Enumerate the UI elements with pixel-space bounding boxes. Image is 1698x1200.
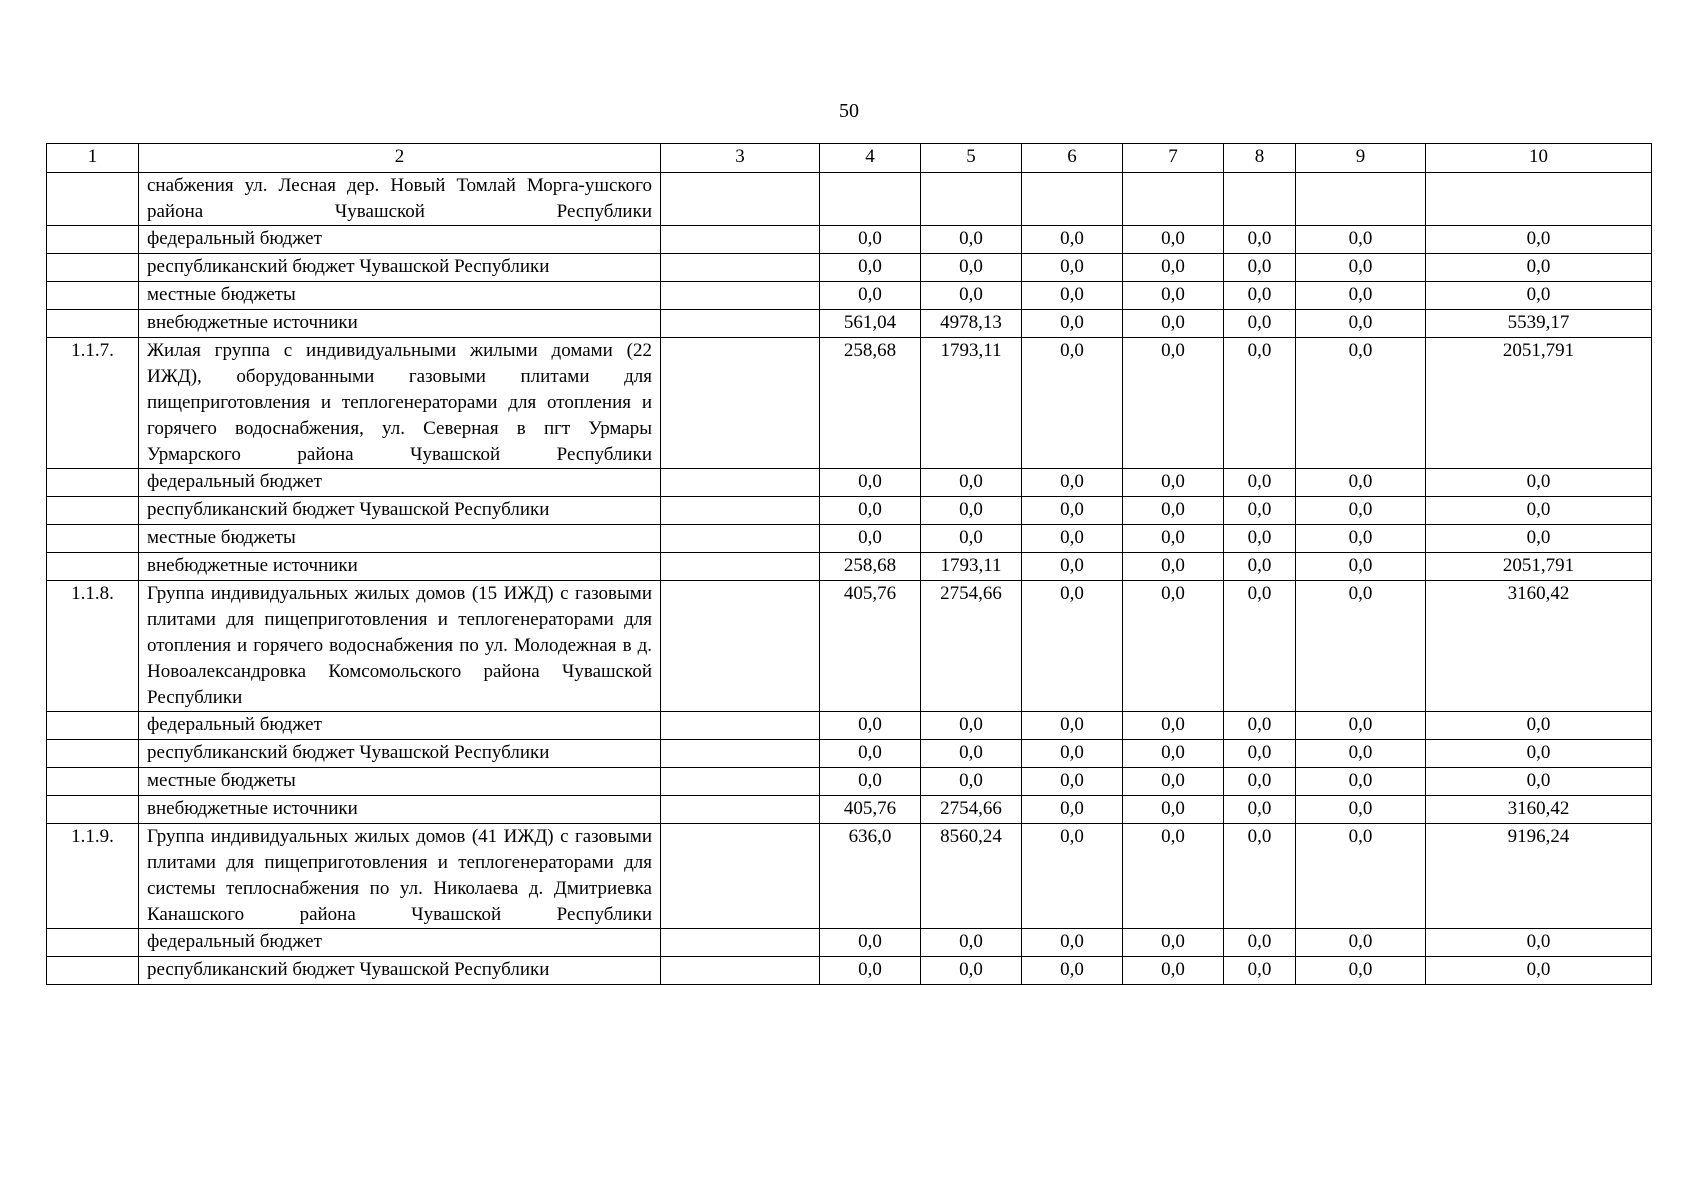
value-cell-col-7: 0,0 [1123, 740, 1224, 768]
value-cell-col-8: 0,0 [1224, 469, 1296, 497]
table-row [47, 712, 1652, 740]
value-cell-col-6: 0,0 [1022, 310, 1123, 338]
row-code-cell: 1.1.8. [47, 581, 139, 712]
value-cell-col-7: 0,0 [1123, 824, 1224, 929]
value-cell-col-9: 0,0 [1296, 929, 1426, 957]
row-description-cell: республиканский бюджет Чувашской Республики [139, 740, 661, 768]
value-cell-col-6: 0,0 [1022, 553, 1123, 581]
value-cell-col-8: 0,0 [1224, 929, 1296, 957]
value-cell-col-7: 0,0 [1123, 226, 1224, 254]
table-row [47, 469, 1652, 497]
budget-table [46, 143, 1652, 985]
value-cell-col-9: 0,0 [1296, 310, 1426, 338]
value-cell-col-3 [661, 957, 820, 985]
row-description-cell: местные бюджеты [139, 525, 661, 553]
value-cell-col-3 [661, 497, 820, 525]
value-cell-col-10: 0,0 [1426, 768, 1652, 796]
value-cell-col-4 [820, 173, 921, 226]
row-description-cell: местные бюджеты [139, 282, 661, 310]
value-cell-col-3 [661, 525, 820, 553]
value-cell-col-8: 0,0 [1224, 740, 1296, 768]
value-cell-col-5: 0,0 [921, 768, 1022, 796]
row-code-cell [47, 929, 139, 957]
value-cell-col-4: 405,76 [820, 796, 921, 824]
value-cell-col-6: 0,0 [1022, 796, 1123, 824]
value-cell-col-10: 0,0 [1426, 712, 1652, 740]
value-cell-col-6: 0,0 [1022, 740, 1123, 768]
value-cell-col-7: 0,0 [1123, 581, 1224, 712]
value-cell-col-9: 0,0 [1296, 796, 1426, 824]
table-row [47, 957, 1652, 985]
value-cell-col-8: 0,0 [1224, 310, 1296, 338]
value-cell-col-3 [661, 173, 820, 226]
column-header: 1 [47, 144, 139, 173]
value-cell-col-9: 0,0 [1296, 469, 1426, 497]
table-row [47, 338, 1652, 469]
row-description-cell: Жилая группа с индивидуальными жилыми домами (22 ИЖД), оборудованными газовыми плитами для пищеприготовления и теплогенераторами для отопления и горячего водоснабжения, ул. Северная в пгт Урмары Урмарского района Чувашской Республики [139, 338, 661, 469]
value-cell-col-8: 0,0 [1224, 525, 1296, 553]
value-cell-col-4: 0,0 [820, 712, 921, 740]
value-cell-col-4: 0,0 [820, 957, 921, 985]
value-cell-col-9: 0,0 [1296, 553, 1426, 581]
row-description-cell: внебюджетные источники [139, 310, 661, 338]
value-cell-col-7: 0,0 [1123, 553, 1224, 581]
value-cell-col-7: 0,0 [1123, 768, 1224, 796]
value-cell-col-6: 0,0 [1022, 497, 1123, 525]
value-cell-col-9: 0,0 [1296, 226, 1426, 254]
value-cell-col-8: 0,0 [1224, 957, 1296, 985]
row-description-cell: внебюджетные источники [139, 553, 661, 581]
column-header: 2 [139, 144, 661, 173]
value-cell-col-7: 0,0 [1123, 469, 1224, 497]
row-description-cell: федеральный бюджет [139, 226, 661, 254]
value-cell-col-5: 0,0 [921, 525, 1022, 553]
value-cell-col-6: 0,0 [1022, 768, 1123, 796]
value-cell-col-3 [661, 338, 820, 469]
value-cell-col-7: 0,0 [1123, 254, 1224, 282]
column-header: 9 [1296, 144, 1426, 173]
value-cell-col-4: 0,0 [820, 768, 921, 796]
row-description-cell: федеральный бюджет [139, 712, 661, 740]
row-description-cell: Группа индивидуальных жилых домов (41 ИЖД) с газовыми плитами для пищеприготовления и теплогенераторами для системы теплоснабжения по ул. Николаева д. Дмитриевка Канашского района Чувашской Республики [139, 824, 661, 929]
row-description-cell: снабжения ул. Лесная дер. Новый Томлай Морга-ушского района Чувашской Республики [139, 173, 661, 226]
value-cell-col-4: 0,0 [820, 497, 921, 525]
table-row [47, 553, 1652, 581]
value-cell-col-8: 0,0 [1224, 553, 1296, 581]
table-row [47, 796, 1652, 824]
table-row [47, 497, 1652, 525]
value-cell-col-3 [661, 553, 820, 581]
value-cell-col-10 [1426, 173, 1652, 226]
value-cell-col-8: 0,0 [1224, 282, 1296, 310]
value-cell-col-4: 405,76 [820, 581, 921, 712]
value-cell-col-10: 0,0 [1426, 254, 1652, 282]
value-cell-col-3 [661, 282, 820, 310]
value-cell-col-8 [1224, 173, 1296, 226]
table-row [47, 581, 1652, 712]
value-cell-col-10: 3160,42 [1426, 796, 1652, 824]
value-cell-col-9 [1296, 173, 1426, 226]
value-cell-col-9: 0,0 [1296, 497, 1426, 525]
value-cell-col-10: 9196,24 [1426, 824, 1652, 929]
value-cell-col-4: 561,04 [820, 310, 921, 338]
table-row [47, 740, 1652, 768]
row-code-cell [47, 226, 139, 254]
row-code-cell [47, 525, 139, 553]
value-cell-col-3 [661, 796, 820, 824]
value-cell-col-4: 258,68 [820, 338, 921, 469]
value-cell-col-5: 0,0 [921, 282, 1022, 310]
row-description-cell: республиканский бюджет Чувашской Республики [139, 957, 661, 985]
table-row [47, 310, 1652, 338]
value-cell-col-3 [661, 310, 820, 338]
value-cell-col-6: 0,0 [1022, 929, 1123, 957]
column-header: 6 [1022, 144, 1123, 173]
column-header: 8 [1224, 144, 1296, 173]
value-cell-col-3 [661, 581, 820, 712]
value-cell-col-10: 0,0 [1426, 957, 1652, 985]
row-description-cell: республиканский бюджет Чувашской Республики [139, 497, 661, 525]
value-cell-col-9: 0,0 [1296, 824, 1426, 929]
table-row [47, 525, 1652, 553]
value-cell-col-4: 0,0 [820, 929, 921, 957]
value-cell-col-3 [661, 712, 820, 740]
table-row [47, 254, 1652, 282]
value-cell-col-10: 0,0 [1426, 226, 1652, 254]
value-cell-col-9: 0,0 [1296, 768, 1426, 796]
value-cell-col-8: 0,0 [1224, 768, 1296, 796]
value-cell-col-7: 0,0 [1123, 929, 1224, 957]
value-cell-col-3 [661, 824, 820, 929]
value-cell-col-8: 0,0 [1224, 226, 1296, 254]
column-header: 5 [921, 144, 1022, 173]
value-cell-col-6: 0,0 [1022, 282, 1123, 310]
value-cell-col-8: 0,0 [1224, 796, 1296, 824]
row-code-cell [47, 796, 139, 824]
value-cell-col-5: 1793,11 [921, 338, 1022, 469]
column-header: 10 [1426, 144, 1652, 173]
value-cell-col-10: 5539,17 [1426, 310, 1652, 338]
row-code-cell [47, 469, 139, 497]
value-cell-col-9: 0,0 [1296, 282, 1426, 310]
column-header: 4 [820, 144, 921, 173]
value-cell-col-4: 0,0 [820, 525, 921, 553]
value-cell-col-10: 0,0 [1426, 497, 1652, 525]
value-cell-col-4: 636,0 [820, 824, 921, 929]
value-cell-col-5: 8560,24 [921, 824, 1022, 929]
value-cell-col-5: 4978,13 [921, 310, 1022, 338]
value-cell-col-5: 0,0 [921, 712, 1022, 740]
value-cell-col-4: 0,0 [820, 740, 921, 768]
value-cell-col-5: 2754,66 [921, 581, 1022, 712]
value-cell-col-7: 0,0 [1123, 712, 1224, 740]
table-row [47, 929, 1652, 957]
value-cell-col-7: 0,0 [1123, 525, 1224, 553]
value-cell-col-6: 0,0 [1022, 581, 1123, 712]
value-cell-col-8: 0,0 [1224, 712, 1296, 740]
value-cell-col-6: 0,0 [1022, 338, 1123, 469]
row-code-cell [47, 173, 139, 226]
value-cell-col-4: 258,68 [820, 553, 921, 581]
row-description-cell: местные бюджеты [139, 768, 661, 796]
value-cell-col-9: 0,0 [1296, 740, 1426, 768]
value-cell-col-9: 0,0 [1296, 581, 1426, 712]
column-header: 3 [661, 144, 820, 173]
value-cell-col-10: 2051,791 [1426, 338, 1652, 469]
table-row [47, 768, 1652, 796]
value-cell-col-10: 0,0 [1426, 525, 1652, 553]
row-code-cell [47, 282, 139, 310]
page-number: 50 [839, 100, 859, 122]
value-cell-col-10: 0,0 [1426, 929, 1652, 957]
value-cell-col-9: 0,0 [1296, 712, 1426, 740]
row-description-cell: федеральный бюджет [139, 469, 661, 497]
value-cell-col-6: 0,0 [1022, 525, 1123, 553]
value-cell-col-10: 0,0 [1426, 740, 1652, 768]
value-cell-col-5: 0,0 [921, 929, 1022, 957]
value-cell-col-5: 0,0 [921, 469, 1022, 497]
value-cell-col-9: 0,0 [1296, 525, 1426, 553]
value-cell-col-7: 0,0 [1123, 310, 1224, 338]
value-cell-col-7 [1123, 173, 1224, 226]
value-cell-col-8: 0,0 [1224, 338, 1296, 469]
column-header: 7 [1123, 144, 1224, 173]
value-cell-col-9: 0,0 [1296, 957, 1426, 985]
value-cell-col-5: 0,0 [921, 740, 1022, 768]
table-row [47, 226, 1652, 254]
row-code-cell [47, 553, 139, 581]
value-cell-col-7: 0,0 [1123, 497, 1224, 525]
value-cell-col-10: 0,0 [1426, 469, 1652, 497]
value-cell-col-8: 0,0 [1224, 581, 1296, 712]
value-cell-col-8: 0,0 [1224, 254, 1296, 282]
value-cell-col-4: 0,0 [820, 282, 921, 310]
row-code-cell [47, 310, 139, 338]
row-description-cell: федеральный бюджет [139, 929, 661, 957]
row-code-cell: 1.1.9. [47, 824, 139, 929]
table-row [47, 824, 1652, 929]
value-cell-col-3 [661, 740, 820, 768]
value-cell-col-7: 0,0 [1123, 338, 1224, 469]
value-cell-col-5 [921, 173, 1022, 226]
value-cell-col-5: 0,0 [921, 226, 1022, 254]
value-cell-col-5: 0,0 [921, 254, 1022, 282]
value-cell-col-6: 0,0 [1022, 712, 1123, 740]
value-cell-col-4: 0,0 [820, 226, 921, 254]
value-cell-col-9: 0,0 [1296, 254, 1426, 282]
row-code-cell: 1.1.7. [47, 338, 139, 469]
row-code-cell [47, 254, 139, 282]
value-cell-col-6: 0,0 [1022, 957, 1123, 985]
value-cell-col-6 [1022, 173, 1123, 226]
value-cell-col-5: 1793,11 [921, 553, 1022, 581]
value-cell-col-5: 0,0 [921, 497, 1022, 525]
row-code-cell [47, 740, 139, 768]
table-row [47, 282, 1652, 310]
value-cell-col-3 [661, 469, 820, 497]
value-cell-col-10: 0,0 [1426, 282, 1652, 310]
value-cell-col-4: 0,0 [820, 254, 921, 282]
value-cell-col-6: 0,0 [1022, 254, 1123, 282]
value-cell-col-10: 3160,42 [1426, 581, 1652, 712]
value-cell-col-9: 0,0 [1296, 338, 1426, 469]
value-cell-col-6: 0,0 [1022, 824, 1123, 929]
row-code-cell [47, 712, 139, 740]
row-code-cell [47, 957, 139, 985]
value-cell-col-3 [661, 226, 820, 254]
row-description-cell: Группа индивидуальных жилых домов (15 ИЖД) с газовыми плитами для пищеприготовления и теплогенераторами для отопления и горячего водоснабжения по ул. Молодежная в д. Новоалександровка Комсомольского района Чувашской Республики [139, 581, 661, 712]
value-cell-col-7: 0,0 [1123, 796, 1224, 824]
value-cell-col-7: 0,0 [1123, 282, 1224, 310]
row-code-cell [47, 768, 139, 796]
value-cell-col-10: 2051,791 [1426, 553, 1652, 581]
table-header-row [47, 144, 1652, 173]
value-cell-col-3 [661, 254, 820, 282]
value-cell-col-3 [661, 768, 820, 796]
value-cell-col-7: 0,0 [1123, 957, 1224, 985]
value-cell-col-4: 0,0 [820, 469, 921, 497]
row-code-cell [47, 497, 139, 525]
row-description-cell: внебюджетные источники [139, 796, 661, 824]
value-cell-col-8: 0,0 [1224, 824, 1296, 929]
value-cell-col-5: 0,0 [921, 957, 1022, 985]
value-cell-col-6: 0,0 [1022, 469, 1123, 497]
value-cell-col-6: 0,0 [1022, 226, 1123, 254]
table-row [47, 173, 1652, 226]
value-cell-col-5: 2754,66 [921, 796, 1022, 824]
row-description-cell: республиканский бюджет Чувашской Республики [139, 254, 661, 282]
value-cell-col-3 [661, 929, 820, 957]
value-cell-col-8: 0,0 [1224, 497, 1296, 525]
